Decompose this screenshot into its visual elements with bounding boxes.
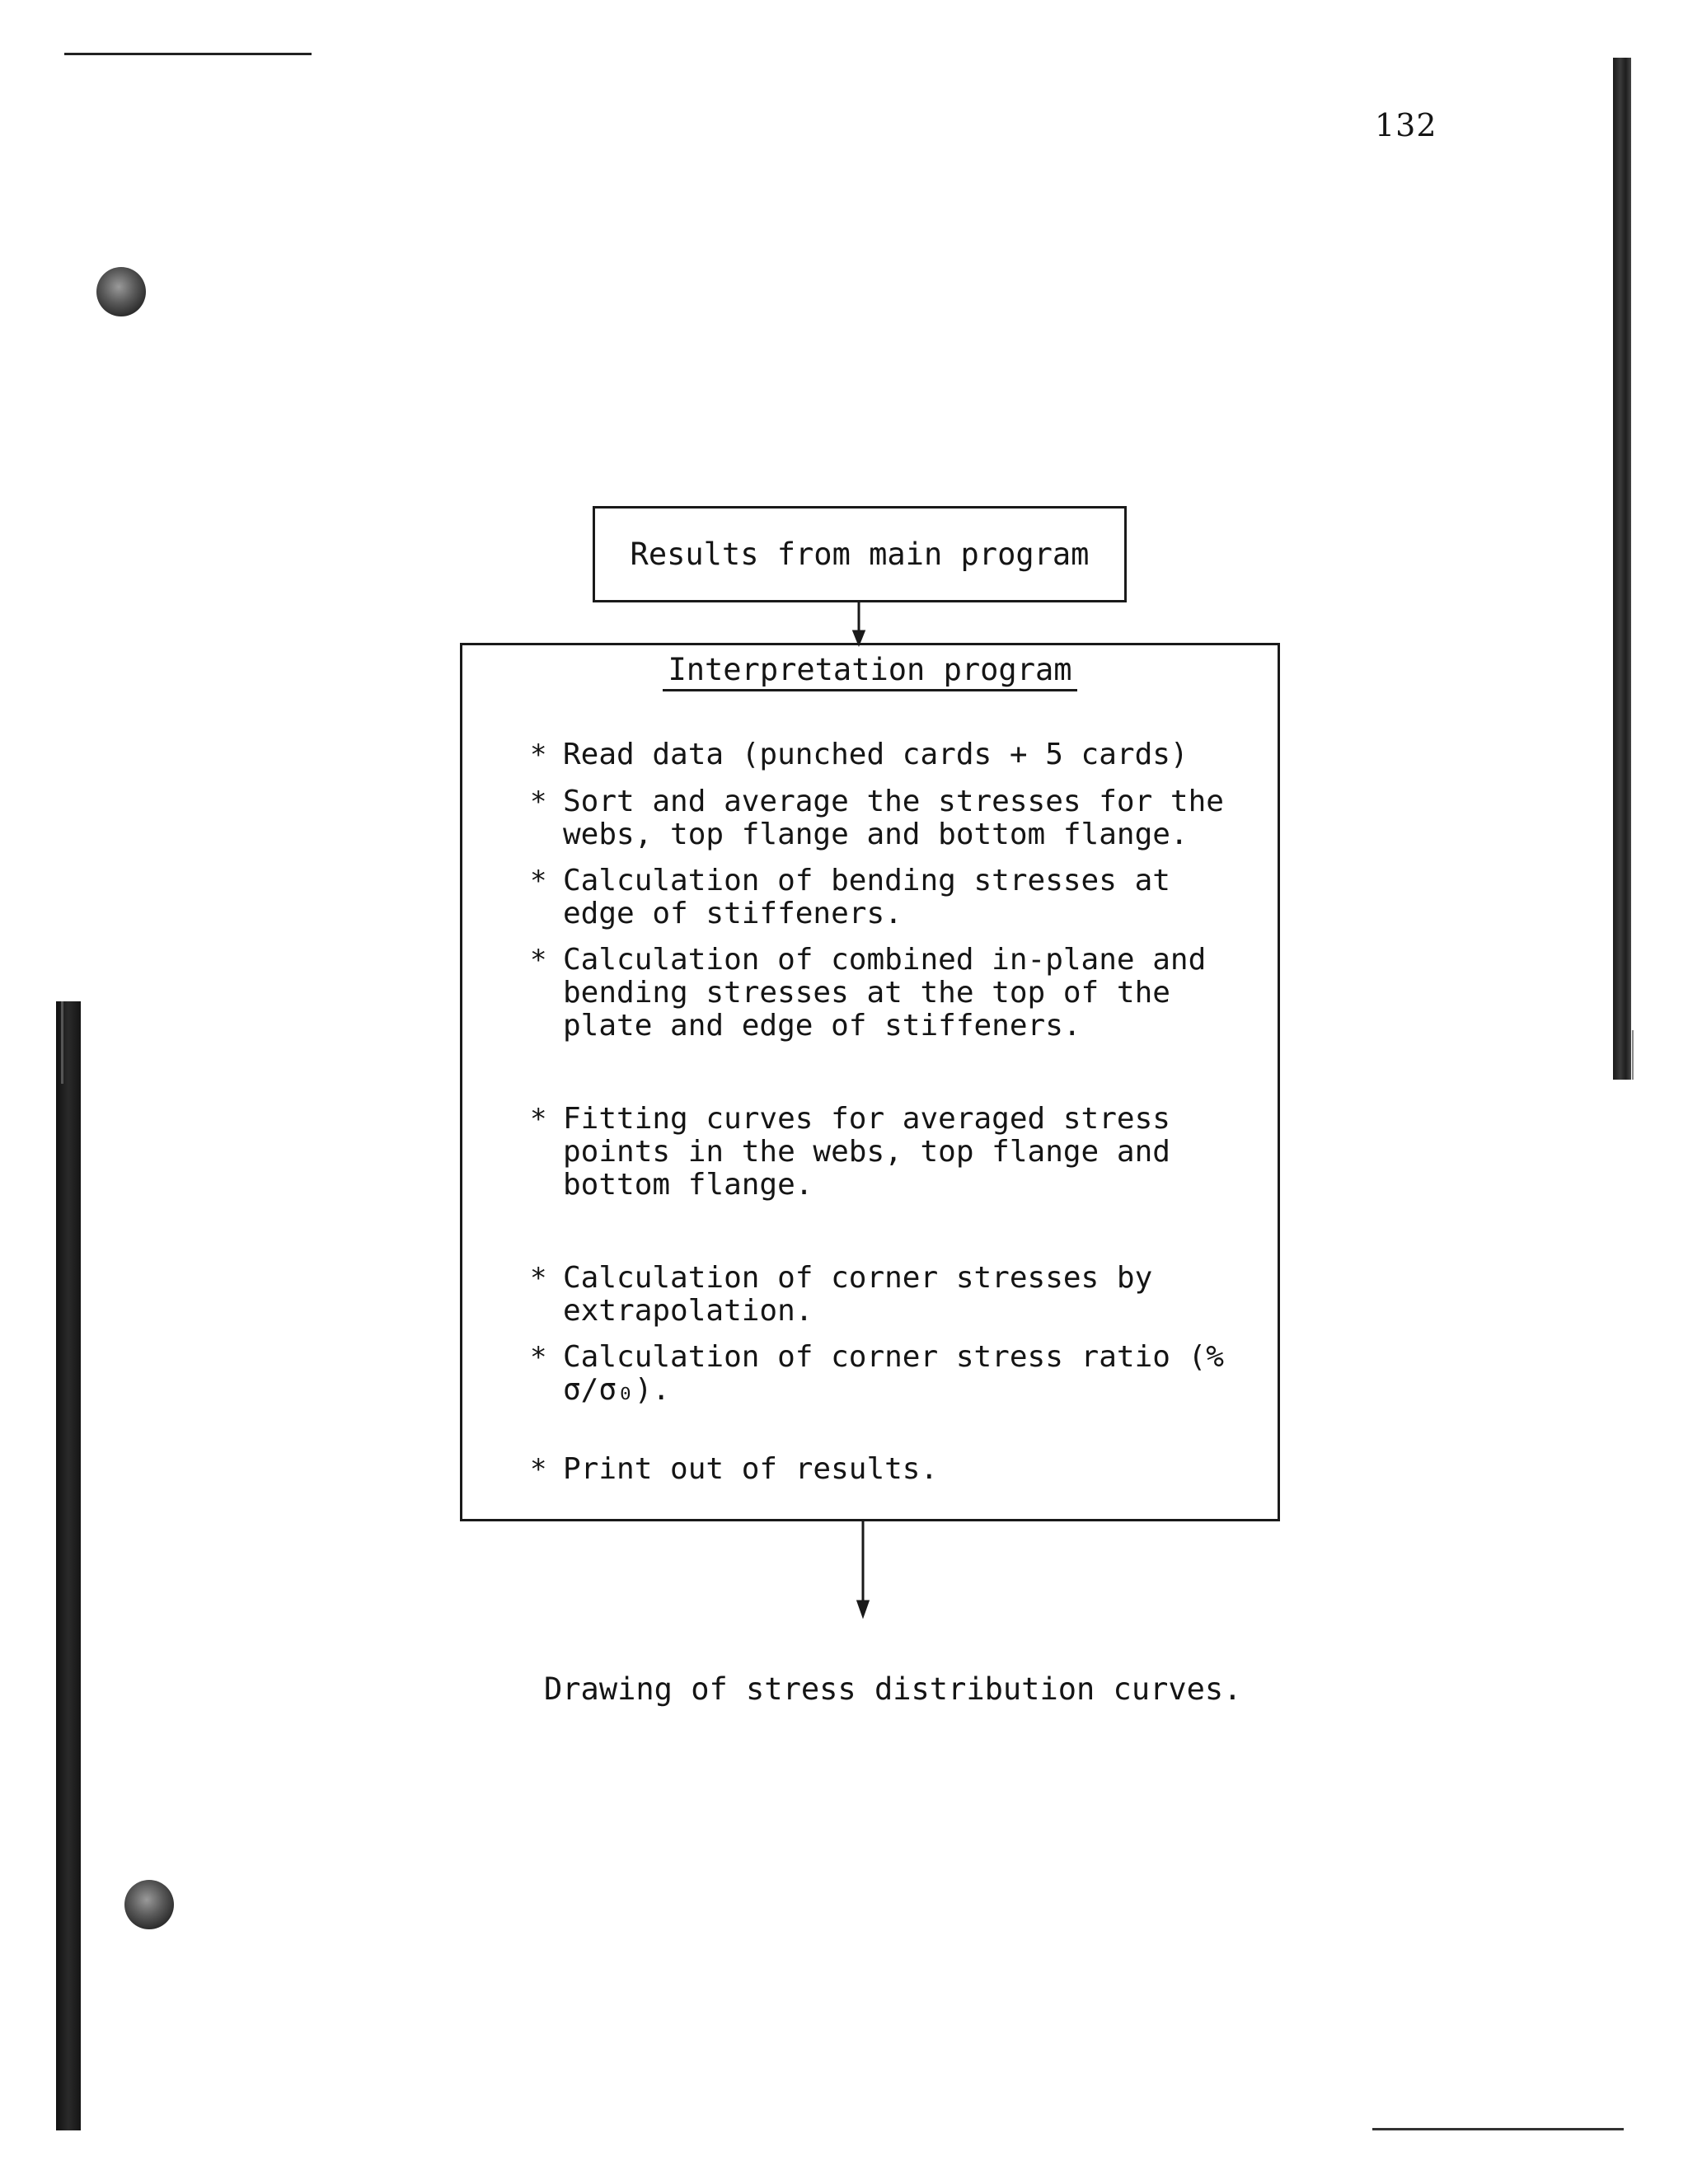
step-sort-average xyxy=(530,785,1255,851)
step-bullet: * xyxy=(530,785,547,818)
step-text: Calculation of corner stresses by extrapolation. xyxy=(563,1261,1153,1328)
step-bullet: * xyxy=(530,1453,547,1486)
program-box xyxy=(460,643,1280,1521)
step-text: Read data (punched cards + 5 cards) xyxy=(563,738,1189,771)
step-bending-stresses xyxy=(530,865,1255,930)
step-text: Calculation of bending stresses at edge of stiffeners. xyxy=(563,864,1170,930)
step-read-data xyxy=(530,738,1255,771)
step-text: Sort and average the stresses for the webs, top flange and bottom flange. xyxy=(563,785,1224,851)
step-corner-stress-ratio xyxy=(530,1341,1255,1407)
output-label: Drawing of stress distribution curves. xyxy=(544,1671,1242,1707)
step-print-results xyxy=(530,1453,1255,1486)
step-text: Calculation of combined in-plane and bending stresses at the top of the plate and edge of stiffeners. xyxy=(563,943,1207,1043)
arrow-head-program-to-output xyxy=(858,1601,868,1615)
program-box-title-text: Interpretation program xyxy=(663,652,1076,691)
input-box xyxy=(593,506,1127,602)
step-bullet: * xyxy=(530,944,547,977)
step-fitting-curves xyxy=(530,1103,1255,1202)
arrow-head-input-to-program xyxy=(854,631,864,644)
step-text: Print out of results. xyxy=(563,1452,939,1486)
page-number: 132 xyxy=(1375,107,1437,143)
step-bullet: * xyxy=(530,1341,547,1374)
step-combined-stresses xyxy=(530,944,1255,1043)
step-corner-stresses xyxy=(530,1262,1255,1328)
step-bullet: * xyxy=(530,1103,547,1136)
step-bullet: * xyxy=(530,738,547,771)
step-text: Fitting curves for averaged stress points in the webs, top flange and bottom flange. xyxy=(563,1102,1170,1202)
program-box-title xyxy=(462,652,1278,691)
step-bullet: * xyxy=(530,1262,547,1295)
step-text: Calculation of corner stress ratio (% σ/σ₀). xyxy=(563,1340,1224,1407)
input-box-label: Results from main program xyxy=(630,537,1090,572)
step-bullet: * xyxy=(530,865,547,898)
